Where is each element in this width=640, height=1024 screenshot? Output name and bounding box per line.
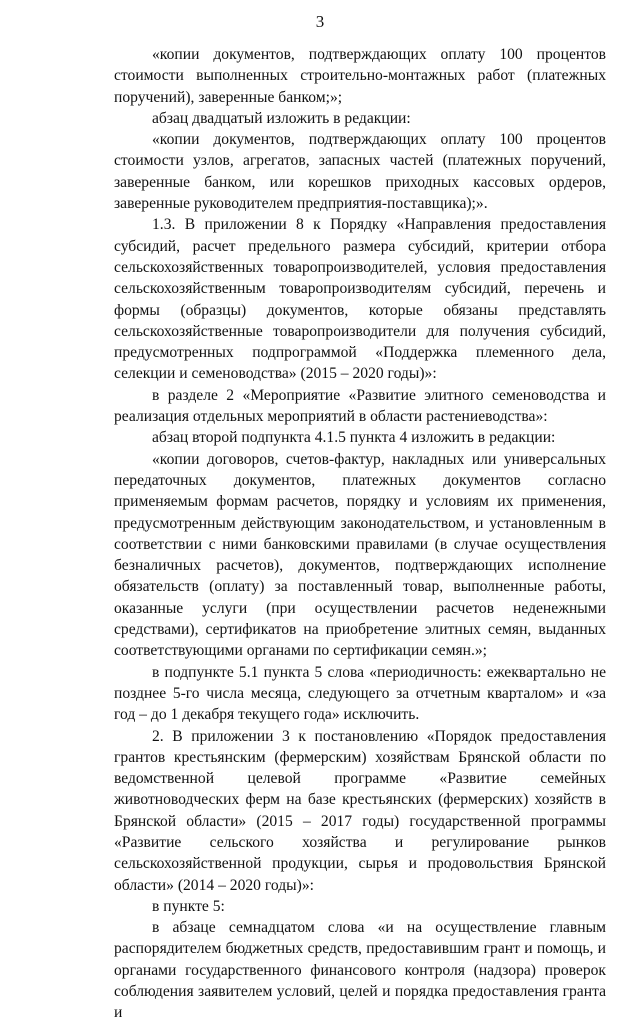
page-number: 3 xyxy=(315,12,325,31)
paragraph: абзац двадцатый изложить в редакции: xyxy=(152,109,411,127)
paragraph: «копии договоров, счетов-фактур, накладных или универсальных передаточных документов, платежных документов согласно применяемым формам расчетов, порядку и условиям их применения, предусмотренным действующим законодательством, и установленным в соответствии с ними банковскими правилами (в случае осуществления безналичных расчетов), документов, подтверждающих исполнение обязательств (оплату) за поставленный товар, выполненные работы, оказанные услуги (при осуществлении расчетов неденежными средствами), сертификатов на приобретение элитных семян, выданных соответствующими органами по сертификации семян.»; xyxy=(114,450,606,660)
paragraph: в пункте 5: xyxy=(152,897,225,915)
paragraph: абзац второй подпункта 4.1.5 пункта 4 изложить в редакции: xyxy=(152,429,556,447)
paragraph: «копии документов, подтверждающих оплату 100 процентов стоимости узлов, агрегатов, запасных частей (платежных поручений, заверенные банком, или корешков приходных кассовых ордеров, заверенные руководителем предприятия-поставщика);». xyxy=(114,131,606,213)
paragraph: в разделе 2 «Мероприятие «Развитие элитного семеноводства и реализация отдельных мероприятий в области растениеводства»: xyxy=(114,386,606,426)
paragraph: «копии документов, подтверждающих оплату 100 процентов стоимости выполненных строительно-монтажных работ (платежных поручений), заверенные банком;»; xyxy=(114,46,606,106)
paragraph: 2. В приложении 3 к постановлению «Порядок предоставления грантов крестьянским (фермерским) хозяйствам Брянской области по ведомственной целевой программе «Развитие семейных животноводческих ферм на базе крестьянских (фермерских) хозяйств в Брянской области» (2015 – 2017 годы) государственной программы «Развитие сельского хозяйства и регулирование рынков сельскохозяйственной продукции, сырья и продовольствия Брянской области» (2014 – 2020 годы)»: xyxy=(114,727,606,894)
paragraph: 1.3. В приложении 8 к Порядку «Направления предоставления субсидий, расчет предельного размера субсидий, критерии отбора сельскохозяйственных товаропроизводителей, условия предоставления сельскохозяйственным товаропроизводителям субсидий, перечень и формы (образцы) документов, которые обязаны представлять сельскохозяйственные товаропроизводители для получения субсидий, предусмотренных подпрограммой «Поддержка племенного дела, селекции и семеноводства» (2015 – 2020 годы)»: xyxy=(114,216,606,383)
paragraph: в абзаце семнадцатом слова «и на осуществление главным распорядителем бюджетных средств, предоставившим грант и помощь, и органами государственного финансового контроля (надзора) проверок соблюдения заявителем условий, целей и порядка предоставления гранта и xyxy=(114,919,606,1022)
document-body xyxy=(114,44,606,1024)
paragraph: в подпункте 5.1 пункта 5 слова «периодичность: ежеквартально не позднее 5-го числа месяца, следующего за отчетным кварталом» и «за год – до 1 декабря текущего года» исключить. xyxy=(114,663,606,724)
